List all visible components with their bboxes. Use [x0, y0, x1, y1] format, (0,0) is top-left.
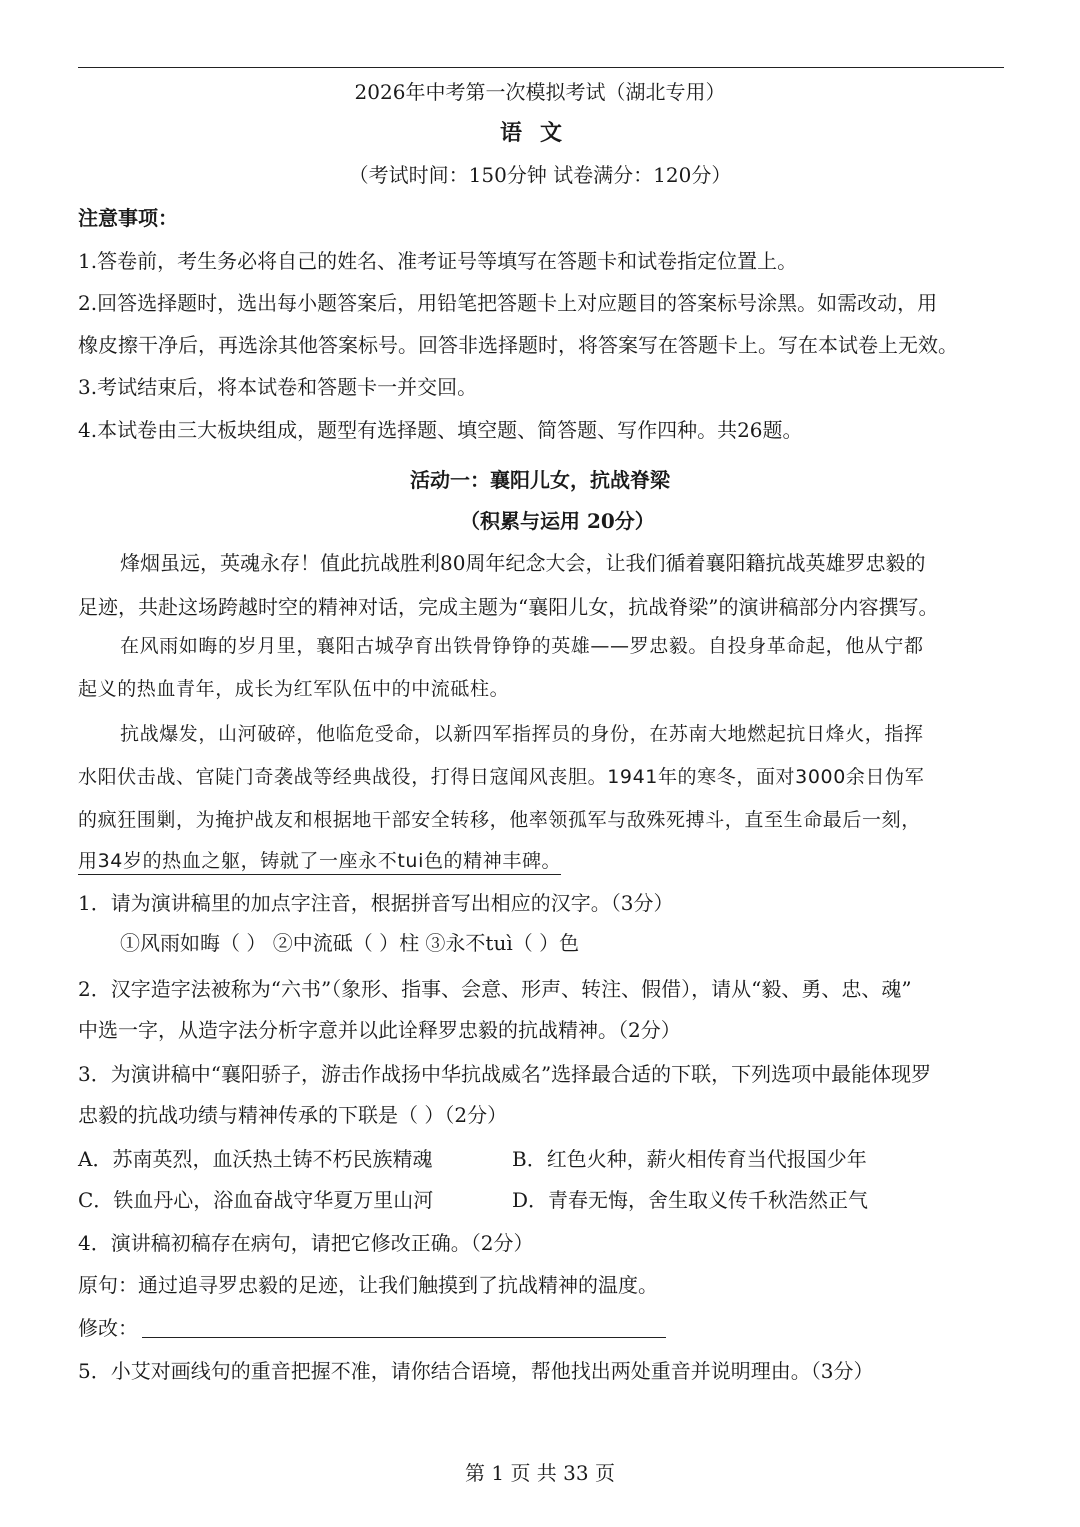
header-rule [78, 67, 1004, 68]
speech-line-1: 在风雨如晦的岁月里，襄阳古城孕育出铁骨铮铮的英雄——罗忠毅。自投身革命起，他从宁都 [120, 635, 924, 657]
underlined-sentence: 用34岁的热血之躯，铸就了一座永不tui色的精神丰碑。 [78, 850, 561, 875]
exam-info: （考试时间：150分钟 试卷满分：120分） [348, 163, 732, 187]
section-subtitle: （积累与运用 20分） [460, 509, 655, 533]
option-b: B．红色火种，薪火相传育当代报国少年 [512, 1147, 867, 1171]
question-1-blanks: ①风雨如晦（ ） ②中流砥（ ）柱 ③永不tuì（ ）色 [120, 931, 580, 955]
note-item-2: 2.回答选择题时，选出每小题答案后，用铅笔把答题卡上对应题目的答案标号涂黑。如需改动，用 [78, 291, 938, 315]
intro-line-1: 烽烟虽远，英魂永存！值此抗战胜利80周年纪念大会，让我们循着襄阳籍抗战英雄罗忠毅的 [120, 551, 926, 575]
page-footer: 第 1 页 共 33 页 [465, 1461, 615, 1485]
intro-line-2: 足迹，共赴这场跨越时空的精神对话，完成主题为“襄阳儿女，抗战脊梁”的演讲稿部分内容撰写。 [78, 595, 939, 619]
question-3-line-2: 忠毅的抗战功绩与精神传承的下联是（ ）（2分） [78, 1103, 508, 1127]
question-4: 4．演讲稿初稿存在病句，请把它修改正确。（2分） [78, 1231, 534, 1255]
option-a: A．苏南英烈，血沃热土铸不朽民族精魂 [78, 1147, 433, 1171]
speech-line-2: 起义的热血青年，成长为红军队伍中的中流砥柱。 [78, 678, 510, 700]
question-2-line-2: 中选一字，从造字法分析字意并以此诠释罗忠毅的抗战精神。（2分） [78, 1018, 681, 1042]
exam-title: 2026年中考第一次模拟考试（湖北专用） [354, 80, 726, 104]
note-item-1: 1.答卷前，考生务必将自己的姓名、准考证号等填写在答题卡和试卷指定位置上。 [78, 249, 798, 273]
question-4-original: 原句：通过追寻罗忠毅的足迹，让我们触摸到了抗战精神的温度。 [78, 1273, 658, 1297]
question-1: 1．请为演讲稿里的加点字注音，根据拼音写出相应的汉字。（3分） [78, 891, 674, 915]
note-item-4: 4.本试卷由三大板块组成，题型有选择题、填空题、简答题、写作四种。共26题。 [78, 418, 803, 442]
note-item-2-cont: 橡皮擦干净后，再选涂其他答案标号。回答非选择题时，将答案写在答题卡上。写在本试卷上无效。 [78, 333, 958, 357]
question-5: 5．小艾对画线句的重音把握不准，请你结合语境，帮他找出两处重音并说明理由。（3分） [78, 1359, 874, 1383]
subject-title: 语文 [499, 120, 580, 146]
section-title: 活动一：襄阳儿女，抗战脊梁 [410, 468, 670, 492]
speech-line-5: 的疯狂围剿，为掩护战友和根据地干部安全转移，他率领孤军与敌殊死搏斗，直至生命最后一刻， [78, 809, 921, 831]
note-item-3: 3.考试结束后，将本试卷和答题卡一并交回。 [78, 375, 478, 399]
option-c: C．铁血丹心，浴血奋战守华夏万里山河 [78, 1188, 434, 1212]
speech-line-4: 水阳伏击战、官陡门奇袭战等经典战役，打得日寇闻风丧胆。1941年的寒冬，面对3000余日伪军 [78, 766, 925, 788]
question-3-line-1: 3．为演讲稿中“襄阳骄子，游击作战扬中华抗战威名”选择最合适的下联，下列选项中最能体现罗 [78, 1062, 932, 1086]
speech-line-6-underlined [78, 846, 1008, 876]
question-2-line-1: 2．汉字造字法被称为“六书”（象形、指事、会意、形声、转注、假借），请从“毅、勇、忠、魂” [78, 977, 912, 1001]
answer-blank-line[interactable] [142, 1337, 666, 1338]
option-row-2 [78, 1185, 1008, 1215]
option-d: D．青春无悔，舍生取义传千秋浩然正气 [512, 1188, 869, 1212]
notes-heading: 注意事项： [78, 206, 178, 230]
question-4-fix-label: 修改： [78, 1316, 138, 1340]
option-row-1 [78, 1144, 1008, 1174]
speech-line-3: 抗战爆发，山河破碎，他临危受命，以新四军指挥员的身份，在苏南大地燃起抗日烽火，指挥 [120, 723, 924, 745]
